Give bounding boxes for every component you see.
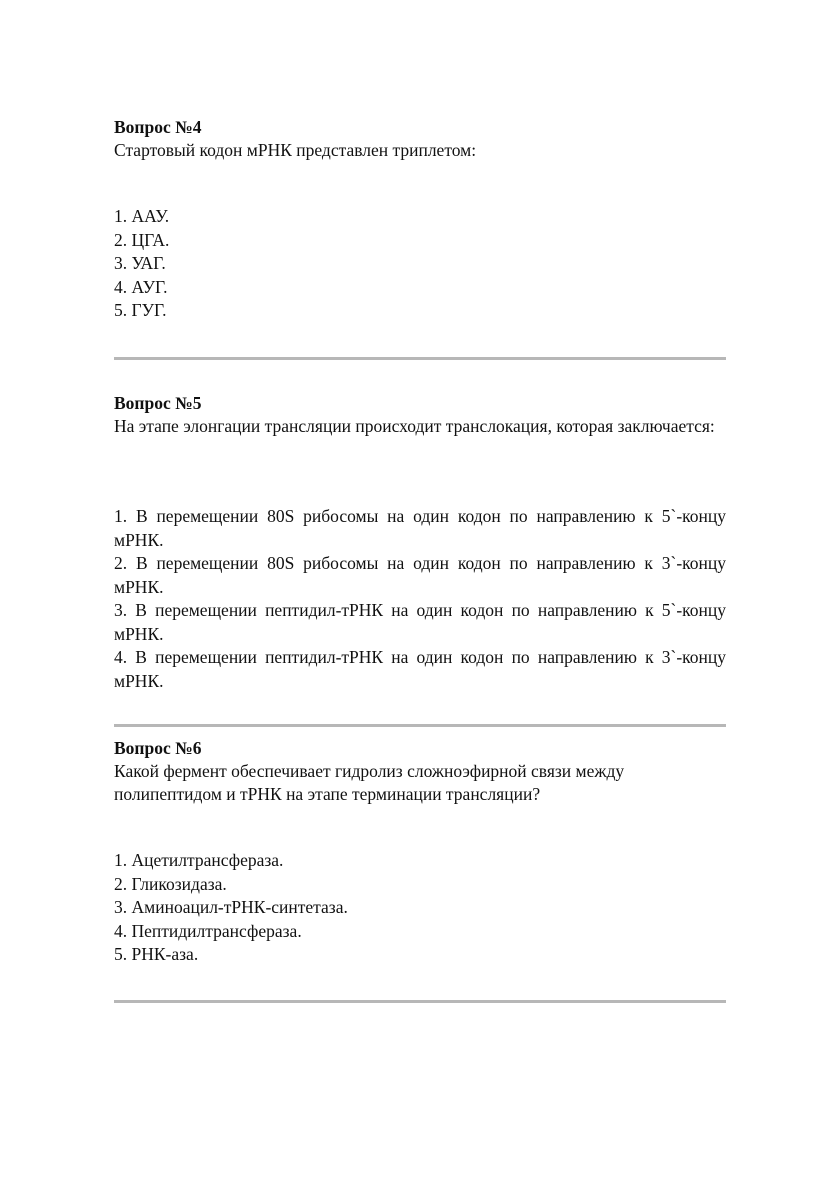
answer-option: 3. В перемещении пептидил-тРНК на один кодон по направлению к 5`-концу мРНК. [114, 600, 726, 644]
question-title: Вопрос №6 [114, 738, 202, 758]
question-5 [114, 392, 726, 438]
section-divider [114, 724, 726, 727]
question-text: На этапе элонгации трансляции происходит транслокация, которая заключается: [114, 416, 715, 436]
answer-option: 5. РНК-аза. [114, 944, 199, 964]
answer-option: 4. Пептидилтрансфераза. [114, 920, 302, 941]
question-6 [114, 737, 726, 806]
answer-option: 2. ЦГА. [114, 229, 170, 250]
answer-list [114, 849, 726, 967]
answer-option: 2. В перемещении 80S рибосомы на один кодон по направлению к 3`-концу мРНК. [114, 553, 726, 597]
section-divider [114, 1000, 726, 1003]
question-text: Стартовый кодон мРНК представлен триплетом: [114, 140, 477, 160]
answer-option: 1. Ацетилтрансфераза. [114, 850, 284, 870]
question-text: Какой фермент обеспечивает гидролиз сложноэфирной связи между полипептидом и тРНК на этапе терминации трансляции? [114, 761, 625, 804]
section-divider [114, 357, 726, 360]
answer-option: 4. АУГ. [114, 276, 168, 297]
answer-list [114, 205, 726, 323]
question-title: Вопрос №4 [114, 117, 202, 137]
answer-option: 2. Гликозидаза. [114, 873, 227, 894]
answer-list [114, 505, 726, 693]
answer-option: 5. ГУГ. [114, 300, 167, 320]
answer-option: 3. УАГ. [114, 253, 166, 273]
answer-option: 4. В перемещении пептидил-тРНК на один кодон по направлению к 3`-концу мРНК. [114, 647, 726, 691]
answer-option: 1. ААУ. [114, 206, 170, 226]
question-title: Вопрос №5 [114, 393, 202, 413]
answer-option: 1. В перемещении 80S рибосомы на один кодон по направлению к 5`-концу мРНК. [114, 506, 726, 550]
answer-option: 3. Аминоацил-тРНК-синтетаза. [114, 897, 348, 917]
question-4 [114, 116, 726, 162]
